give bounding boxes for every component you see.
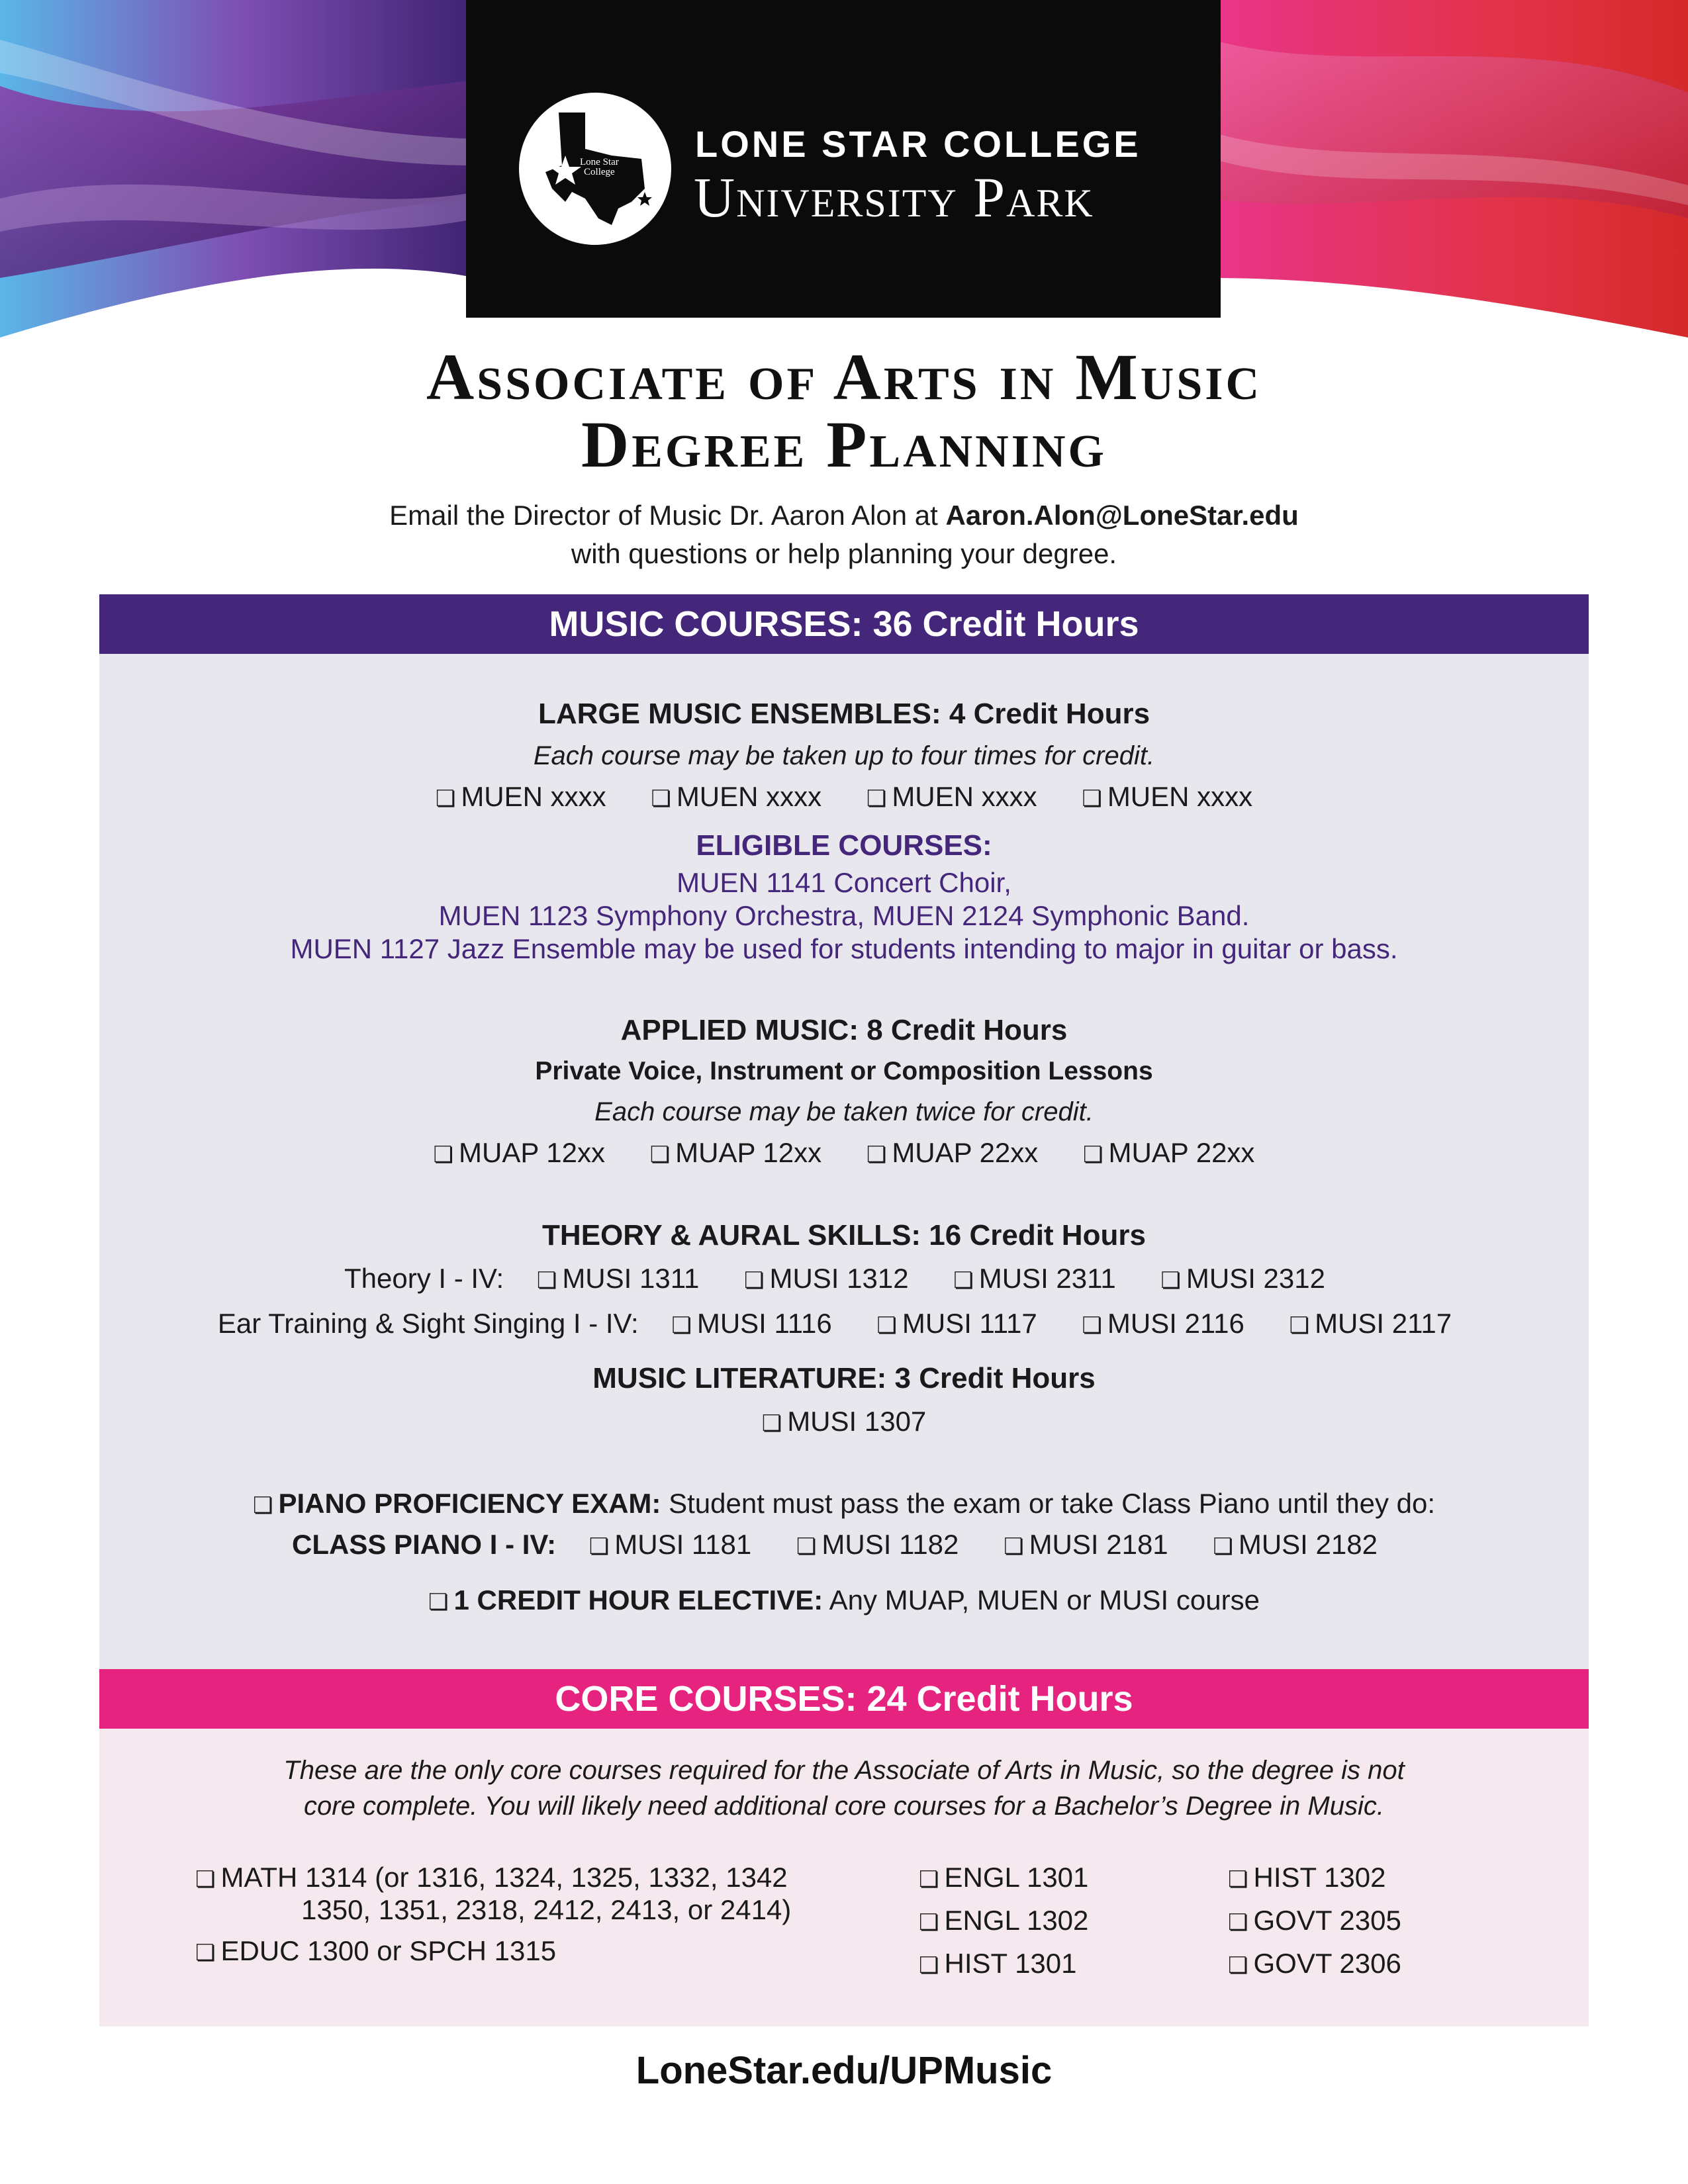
- checkbox-icon[interactable]: ❏: [1082, 1313, 1102, 1338]
- checkbox-item[interactable]: ❏ MATH 1314 (or 1316, 1324, 1325, 1332, 1342: [195, 1862, 788, 1893]
- checkbox-icon[interactable]: ❏: [195, 1867, 216, 1892]
- checkbox-item[interactable]: ❏ MUSI 2117: [1289, 1308, 1452, 1339]
- applied-heading: APPLIED MUSIC: 8 Credit Hours: [620, 1014, 1068, 1046]
- core-column-2: [919, 1857, 1088, 1986]
- checkbox-item[interactable]: ❏ MUEN xxxx: [435, 781, 606, 812]
- piano-proficiency-row: ❏ PIANO PROFICIENCY EXAM: Student must pass the exam or take Class Piano until they do:: [252, 1488, 1436, 1519]
- checkbox-item[interactable]: ❏ MUSI 2116: [1082, 1308, 1244, 1339]
- checkbox-item[interactable]: ❏ ENGL 1302: [919, 1905, 1089, 1936]
- checkbox-item[interactable]: ❏ MUSI 2311: [953, 1263, 1116, 1294]
- checkbox-item[interactable]: ❏ MUSI 2182: [1213, 1529, 1378, 1560]
- checkbox-icon[interactable]: ❏: [1228, 1910, 1248, 1935]
- footer-url[interactable]: LoneStar.edu/UPMusic: [635, 2049, 1053, 2092]
- checkbox-item[interactable]: ❏ MUEN xxxx: [651, 781, 822, 812]
- theory-heading: THEORY & AURAL SKILLS: 16 Credit Hours: [542, 1219, 1146, 1251]
- checkbox-item[interactable]: ❏ MUAP 12xx: [433, 1137, 606, 1168]
- checkbox-icon[interactable]: ❏: [953, 1268, 974, 1293]
- checkbox-item[interactable]: ❏ HIST 1301: [919, 1948, 1077, 1979]
- campus-name: University Park: [694, 165, 1094, 229]
- checkbox-item[interactable]: ❏ EDUC 1300 or SPCH 1315: [195, 1935, 557, 1966]
- class-piano-row: [0, 1529, 1688, 1561]
- checkbox-icon[interactable]: ❏: [876, 1313, 897, 1338]
- music-courses-header: MUSIC COURSES: 36 Credit Hours: [99, 594, 1589, 654]
- checkbox-item[interactable]: ❏ MUSI 1307: [761, 1406, 927, 1437]
- math-continuation: 1350, 1351, 2318, 2412, 2413, or 2414): [301, 1894, 792, 1925]
- checkbox-item[interactable]: ❏ ENGL 1301: [919, 1862, 1089, 1893]
- ensembles-checkboxes: [0, 781, 1688, 813]
- page-title-line1: Associate of Arts in Music: [426, 340, 1262, 414]
- checkbox-icon[interactable]: ❏: [671, 1313, 692, 1338]
- checkbox-icon[interactable]: ❏: [1228, 1953, 1248, 1978]
- elective-label: 1 CREDIT HOUR ELECTIVE:: [453, 1584, 823, 1615]
- checkbox-item[interactable]: ❏ MUAP 22xx: [866, 1137, 1039, 1168]
- checkbox-icon[interactable]: ❏: [649, 1142, 671, 1167]
- checkbox-item[interactable]: ❏ MUSI 1117: [876, 1308, 1037, 1339]
- checkbox-item[interactable]: ❏ MUEN xxxx: [1082, 781, 1253, 812]
- checkbox-item[interactable]: ❏ MUSI 1181: [588, 1529, 752, 1560]
- applied-checkboxes: [0, 1137, 1688, 1169]
- checkbox-icon[interactable]: ❏: [428, 1590, 449, 1615]
- checkbox-item[interactable]: ❏ MUSI 1182: [796, 1529, 959, 1560]
- checkbox-icon[interactable]: ❏: [919, 1953, 939, 1978]
- logo-banner: [466, 0, 1221, 318]
- checkbox-icon[interactable]: ❏: [252, 1493, 273, 1518]
- checkbox-item[interactable]: ❏ GOVT 2306: [1228, 1948, 1401, 1979]
- checkbox-icon[interactable]: ❏: [1004, 1534, 1024, 1559]
- core-courses-header: CORE COURSES: 24 Credit Hours: [99, 1669, 1589, 1729]
- checkbox-item[interactable]: ❏ MUAP 22xx: [1082, 1137, 1255, 1168]
- literature-heading: MUSIC LITERATURE: 3 Credit Hours: [592, 1362, 1096, 1394]
- core-column-1: [195, 1857, 791, 1974]
- checkbox-icon[interactable]: ❏: [866, 786, 887, 811]
- theory-label: Theory I - IV:: [344, 1263, 504, 1294]
- applied-note: Each course may be taken twice for credit.: [594, 1097, 1094, 1126]
- core-column-3: [1228, 1857, 1401, 1986]
- class-piano-label: CLASS PIANO I - IV:: [292, 1529, 557, 1560]
- checkbox-icon[interactable]: ❏: [1082, 1142, 1103, 1167]
- ear-training-row: [0, 1308, 1688, 1340]
- college-name: LONE STAR COLLEGE: [695, 123, 1141, 165]
- checkbox-item[interactable]: ❏ GOVT 2305: [1228, 1905, 1401, 1936]
- core-intro-line2: core complete. You will likely need additional core courses for a Bachelor’s Degree in Music.: [304, 1792, 1384, 1821]
- checkbox-item[interactable]: ❏ MUSI 1312: [743, 1263, 909, 1294]
- checkbox-icon[interactable]: ❏: [588, 1534, 610, 1559]
- literature-row: [0, 1406, 1688, 1437]
- checkbox-icon[interactable]: ❏: [433, 1142, 454, 1167]
- checkbox-icon[interactable]: ❏: [1213, 1534, 1233, 1559]
- checkbox-icon[interactable]: ❏: [195, 1940, 216, 1966]
- checkbox-icon[interactable]: ❏: [1160, 1268, 1181, 1293]
- director-email[interactable]: Aaron.Alon@LoneStar.edu: [945, 500, 1299, 531]
- checkbox-item[interactable]: ❏ MUSI 1116: [671, 1308, 832, 1339]
- intro-line2: with questions or help planning your degree.: [571, 538, 1117, 569]
- checkbox-item[interactable]: ❏ MUSI 2312: [1160, 1263, 1325, 1294]
- core-intro-line1: These are the only core courses required for the Associate of Arts in Music, so the degree is not: [283, 1756, 1405, 1785]
- checkbox-icon[interactable]: ❏: [919, 1910, 939, 1935]
- checkbox-icon[interactable]: ❏: [743, 1268, 765, 1293]
- checkbox-icon[interactable]: ❏: [866, 1142, 887, 1167]
- checkbox-icon[interactable]: ❏: [796, 1534, 817, 1559]
- checkbox-icon[interactable]: ❏: [1082, 786, 1102, 811]
- checkbox-item[interactable]: ❏ MUSI 1311: [536, 1263, 700, 1294]
- eligible-line: MUEN 1123 Symphony Orchestra, MUEN 2124 Symphonic Band.: [438, 900, 1250, 931]
- college-seal: [519, 93, 671, 245]
- checkbox-icon[interactable]: ❏: [761, 1411, 782, 1436]
- piano-proficiency-label: PIANO PROFICIENCY EXAM:: [278, 1488, 661, 1519]
- checkbox-item[interactable]: ❏ MUSI 2181: [1004, 1529, 1168, 1560]
- theory-row: [0, 1263, 1688, 1295]
- checkbox-item[interactable]: ❏ MUEN xxxx: [866, 781, 1037, 812]
- checkbox-icon[interactable]: ❏: [919, 1867, 939, 1892]
- eligible-heading: ELIGIBLE COURSES:: [696, 829, 992, 862]
- ensembles-note: Each course may be taken up to four times for credit.: [533, 741, 1155, 770]
- elective-row: ❏ 1 CREDIT HOUR ELECTIVE: Any MUAP, MUEN or MUSI course: [428, 1584, 1260, 1615]
- ear-training-label: Ear Training & Sight Singing I - IV:: [217, 1308, 639, 1339]
- ensembles-heading: LARGE MUSIC ENSEMBLES: 4 Credit Hours: [538, 698, 1150, 730]
- seal-text: Lone Star College: [580, 157, 619, 177]
- intro-line1: Email the Director of Music Dr. Aaron Alon at Aaron.Alon@LoneStar.edu: [389, 500, 1299, 531]
- page-title-line2: Degree Planning: [581, 408, 1107, 481]
- checkbox-icon[interactable]: ❏: [1228, 1867, 1248, 1892]
- eligible-line: MUEN 1127 Jazz Ensemble may be used for students intending to major in guitar or bass.: [290, 933, 1398, 964]
- checkbox-item[interactable]: ❏ MUAP 12xx: [649, 1137, 822, 1168]
- eligible-line: MUEN 1141 Concert Choir,: [677, 867, 1011, 898]
- checkbox-icon[interactable]: ❏: [651, 786, 671, 811]
- checkbox-item[interactable]: ❏ HIST 1302: [1228, 1862, 1386, 1893]
- checkbox-icon[interactable]: ❏: [1289, 1313, 1310, 1338]
- checkbox-icon[interactable]: ❏: [435, 786, 456, 811]
- checkbox-icon[interactable]: ❏: [536, 1268, 557, 1293]
- applied-subheading: Private Voice, Instrument or Composition Lessons: [535, 1057, 1153, 1085]
